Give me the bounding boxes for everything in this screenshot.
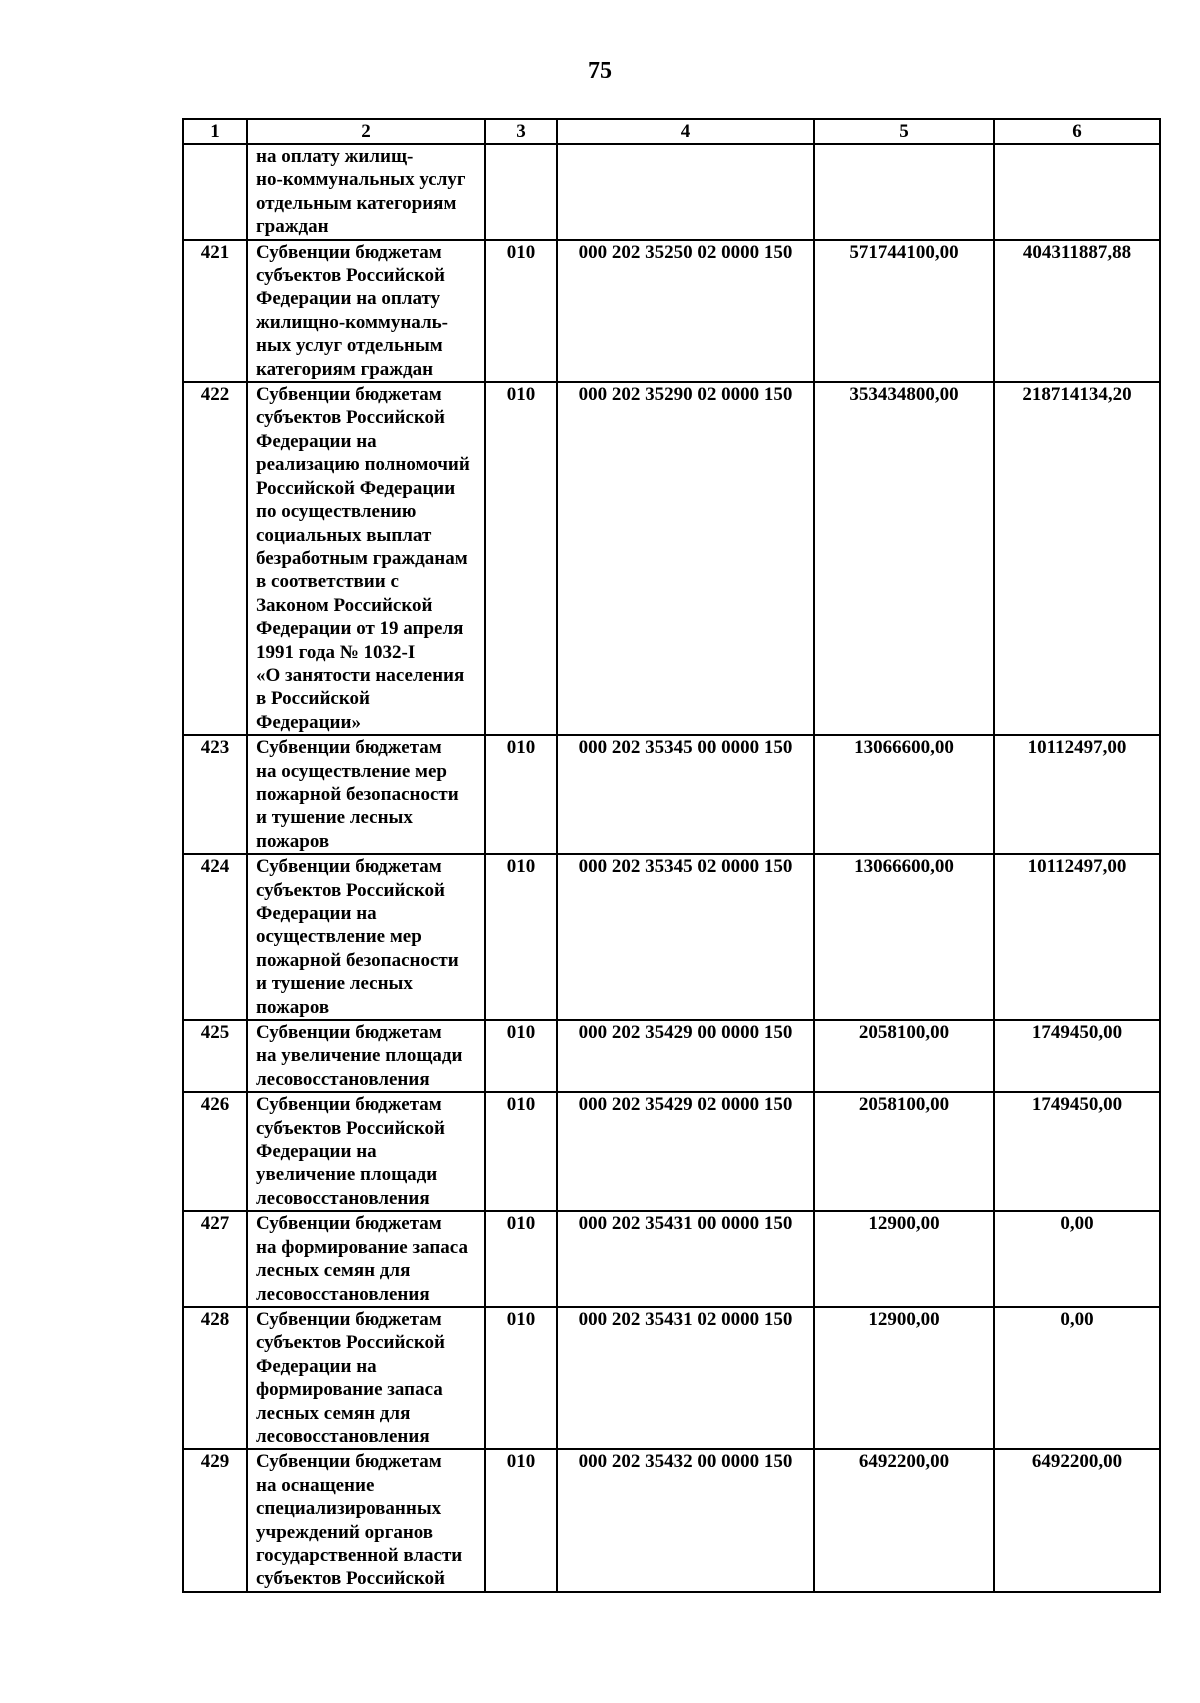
row-name-line: 1991 года № 1032-I: [256, 641, 416, 663]
row-name-line: субъектов Российской: [256, 1332, 446, 1354]
row-name-line: пожарной безопасности: [256, 949, 459, 971]
row-name-line: на оплату жилищ-: [256, 146, 414, 167]
row-name-line: Федерации на оплату: [256, 288, 441, 310]
row-name-line: граждан: [256, 216, 329, 238]
row-code-3: 010: [485, 382, 557, 735]
row-name-line: Законом Российской: [256, 594, 433, 616]
row-name-line: на формирование запаса: [256, 1236, 468, 1258]
row-number: 427: [183, 1211, 247, 1307]
row-name-line: лесных семян для: [256, 1260, 411, 1282]
row-number: [183, 144, 247, 240]
row-name-line: Федерации на: [256, 430, 377, 452]
table-header-row: [183, 119, 1160, 144]
row-amount-actual: 218714134,20: [994, 382, 1160, 735]
row-name-line: категориям граждан: [256, 358, 434, 380]
row-name: [247, 1449, 485, 1591]
row-name-line: на увеличение площади: [256, 1045, 463, 1067]
row-name-line: Российской Федерации: [256, 477, 456, 499]
column-header: 2: [247, 119, 485, 144]
row-name-line: субъектов Российской: [256, 265, 446, 287]
row-name: [247, 1092, 485, 1211]
row-number: 426: [183, 1092, 247, 1211]
row-name: [247, 382, 485, 735]
row-name-line: в Российской: [256, 688, 370, 710]
row-name-line: реализацию полномочий: [256, 454, 470, 476]
row-code-3: 010: [485, 1211, 557, 1307]
row-name-line: Субвенции бюджетам: [256, 1213, 442, 1235]
row-code-3: 010: [485, 1449, 557, 1591]
row-name-line: государственной власти: [256, 1544, 463, 1566]
row-code-3: 010: [485, 1307, 557, 1449]
column-header: 5: [814, 119, 994, 144]
row-name-line: ных услуг отдельным: [256, 335, 443, 357]
row-name-line: по осуществлению: [256, 501, 417, 523]
column-header: 1: [183, 119, 247, 144]
column-header: 4: [557, 119, 814, 144]
table-row: [183, 854, 1160, 1020]
row-amount-actual: 1749450,00: [994, 1092, 1160, 1211]
table-row: [183, 1020, 1160, 1092]
row-name-line: Федерации на: [256, 1355, 377, 1377]
row-name-line: на осуществление мер: [256, 760, 447, 782]
row-budget-code: 000 202 35431 00 0000 150: [557, 1211, 814, 1307]
row-name: [247, 854, 485, 1020]
row-name-line: увеличение площади: [256, 1164, 438, 1186]
row-number: 422: [183, 382, 247, 735]
row-name-line: Субвенции бюджетам: [256, 1022, 442, 1044]
row-amount-plan: 12900,00: [814, 1211, 994, 1307]
row-amount-actual: 10112497,00: [994, 735, 1160, 854]
row-name-line: Федерации от 19 апреля: [256, 618, 464, 640]
row-number: 423: [183, 735, 247, 854]
row-name: [247, 144, 485, 240]
row-amount-plan: 13066600,00: [814, 735, 994, 854]
row-name-line: «О занятости населения: [256, 664, 465, 686]
row-name-line: специализированных: [256, 1498, 442, 1520]
row-name-line: Субвенции бюджетам: [256, 737, 442, 759]
table-row: [183, 1211, 1160, 1307]
row-name-line: осуществление мер: [256, 926, 422, 948]
row-name-line: лесных семян для: [256, 1402, 411, 1424]
row-name-line: пожаров: [256, 996, 330, 1018]
row-amount-actual: 0,00: [994, 1211, 1160, 1307]
row-name: [247, 735, 485, 854]
row-name: [247, 1211, 485, 1307]
row-name-line: пожаров: [256, 830, 330, 852]
row-budget-code: 000 202 35290 02 0000 150: [557, 382, 814, 735]
row-code-3: 010: [485, 1092, 557, 1211]
row-amount-actual: 10112497,00: [994, 854, 1160, 1020]
row-amount-actual: [994, 144, 1160, 240]
row-name-line: субъектов Российской: [256, 1117, 446, 1139]
column-header: 6: [994, 119, 1160, 144]
row-name-line: отдельным категориям: [256, 192, 457, 214]
row-name-line: и тушение лесных: [256, 973, 413, 995]
table-row: [183, 1449, 1160, 1591]
row-name-line: но-коммунальных услуг: [256, 169, 466, 191]
row-amount-actual: 0,00: [994, 1307, 1160, 1449]
row-code-3: 010: [485, 1020, 557, 1092]
row-amount-actual: 6492200,00: [994, 1449, 1160, 1591]
row-number: 428: [183, 1307, 247, 1449]
row-name-line: в соответствии с: [256, 571, 399, 593]
row-name: [247, 1307, 485, 1449]
row-name-line: Субвенции бюджетам: [256, 384, 442, 406]
row-name-line: Субвенции бюджетам: [256, 1451, 442, 1473]
row-amount-actual: 1749450,00: [994, 1020, 1160, 1092]
row-name-line: учреждений органов: [256, 1521, 434, 1543]
row-name-line: и тушение лесных: [256, 807, 413, 829]
row-amount-plan: 6492200,00: [814, 1449, 994, 1591]
row-name-line: Федерации на: [256, 903, 377, 924]
table-row: [183, 240, 1160, 382]
table-row: [183, 144, 1160, 240]
table-row: [183, 1307, 1160, 1449]
row-amount-actual: 404311887,88: [994, 240, 1160, 382]
row-amount-plan: 353434800,00: [814, 382, 994, 735]
row-name-line: Федерации»: [256, 711, 361, 733]
row-budget-code: [557, 144, 814, 240]
row-budget-code: 000 202 35250 02 0000 150: [557, 240, 814, 382]
row-budget-code: 000 202 35432 00 0000 150: [557, 1449, 814, 1591]
row-name-line: субъектов Российской: [256, 879, 446, 901]
row-amount-plan: 2058100,00: [814, 1020, 994, 1092]
row-name-line: субъектов Российской: [256, 1568, 446, 1590]
row-amount-plan: 2058100,00: [814, 1092, 994, 1211]
table-row: [183, 1092, 1160, 1211]
row-budget-code: 000 202 35429 00 0000 150: [557, 1020, 814, 1092]
row-name-line: Субвенции бюджетам: [256, 1308, 442, 1330]
row-name-line: Федерации на: [256, 1141, 377, 1163]
table-row: [183, 382, 1160, 735]
row-number: 429: [183, 1449, 247, 1591]
row-amount-plan: [814, 144, 994, 240]
row-budget-code: 000 202 35345 00 0000 150: [557, 735, 814, 854]
row-number: 424: [183, 854, 247, 1020]
row-name-line: безработным гражданам: [256, 547, 468, 569]
row-code-3: [485, 144, 557, 240]
row-number: 425: [183, 1020, 247, 1092]
row-budget-code: 000 202 35345 02 0000 150: [557, 854, 814, 1020]
row-name-line: на оснащение: [256, 1474, 375, 1496]
row-name-line: лесовосстановления: [256, 1068, 430, 1090]
row-name-line: пожарной безопасности: [256, 783, 459, 805]
row-name: [247, 240, 485, 382]
row-name-line: Субвенции бюджетам: [256, 1094, 442, 1116]
row-name-line: Субвенции бюджетам: [256, 856, 442, 878]
table-row: [183, 735, 1160, 854]
row-name-line: лесовосстановления: [256, 1425, 430, 1447]
row-name-line: лесовосстановления: [256, 1187, 430, 1209]
row-budget-code: 000 202 35429 02 0000 150: [557, 1092, 814, 1211]
page-number: 75: [588, 58, 612, 84]
row-name-line: социальных выплат: [256, 524, 432, 546]
row-name-line: жилищно-коммуналь-: [256, 311, 449, 333]
row-name-line: формирование запаса: [256, 1379, 443, 1401]
row-name-line: Субвенции бюджетам: [256, 241, 442, 263]
row-amount-plan: 12900,00: [814, 1307, 994, 1449]
row-name-line: субъектов Российской: [256, 407, 446, 429]
row-name: [247, 1020, 485, 1092]
row-code-3: 010: [485, 854, 557, 1020]
row-amount-plan: 13066600,00: [814, 854, 994, 1020]
row-amount-plan: 571744100,00: [814, 240, 994, 382]
row-name-line: лесовосстановления: [256, 1283, 430, 1305]
row-code-3: 010: [485, 240, 557, 382]
budget-table: [182, 118, 1161, 1593]
column-header: 3: [485, 119, 557, 144]
row-number: 421: [183, 240, 247, 382]
row-budget-code: 000 202 35431 02 0000 150: [557, 1307, 814, 1449]
row-code-3: 010: [485, 735, 557, 854]
